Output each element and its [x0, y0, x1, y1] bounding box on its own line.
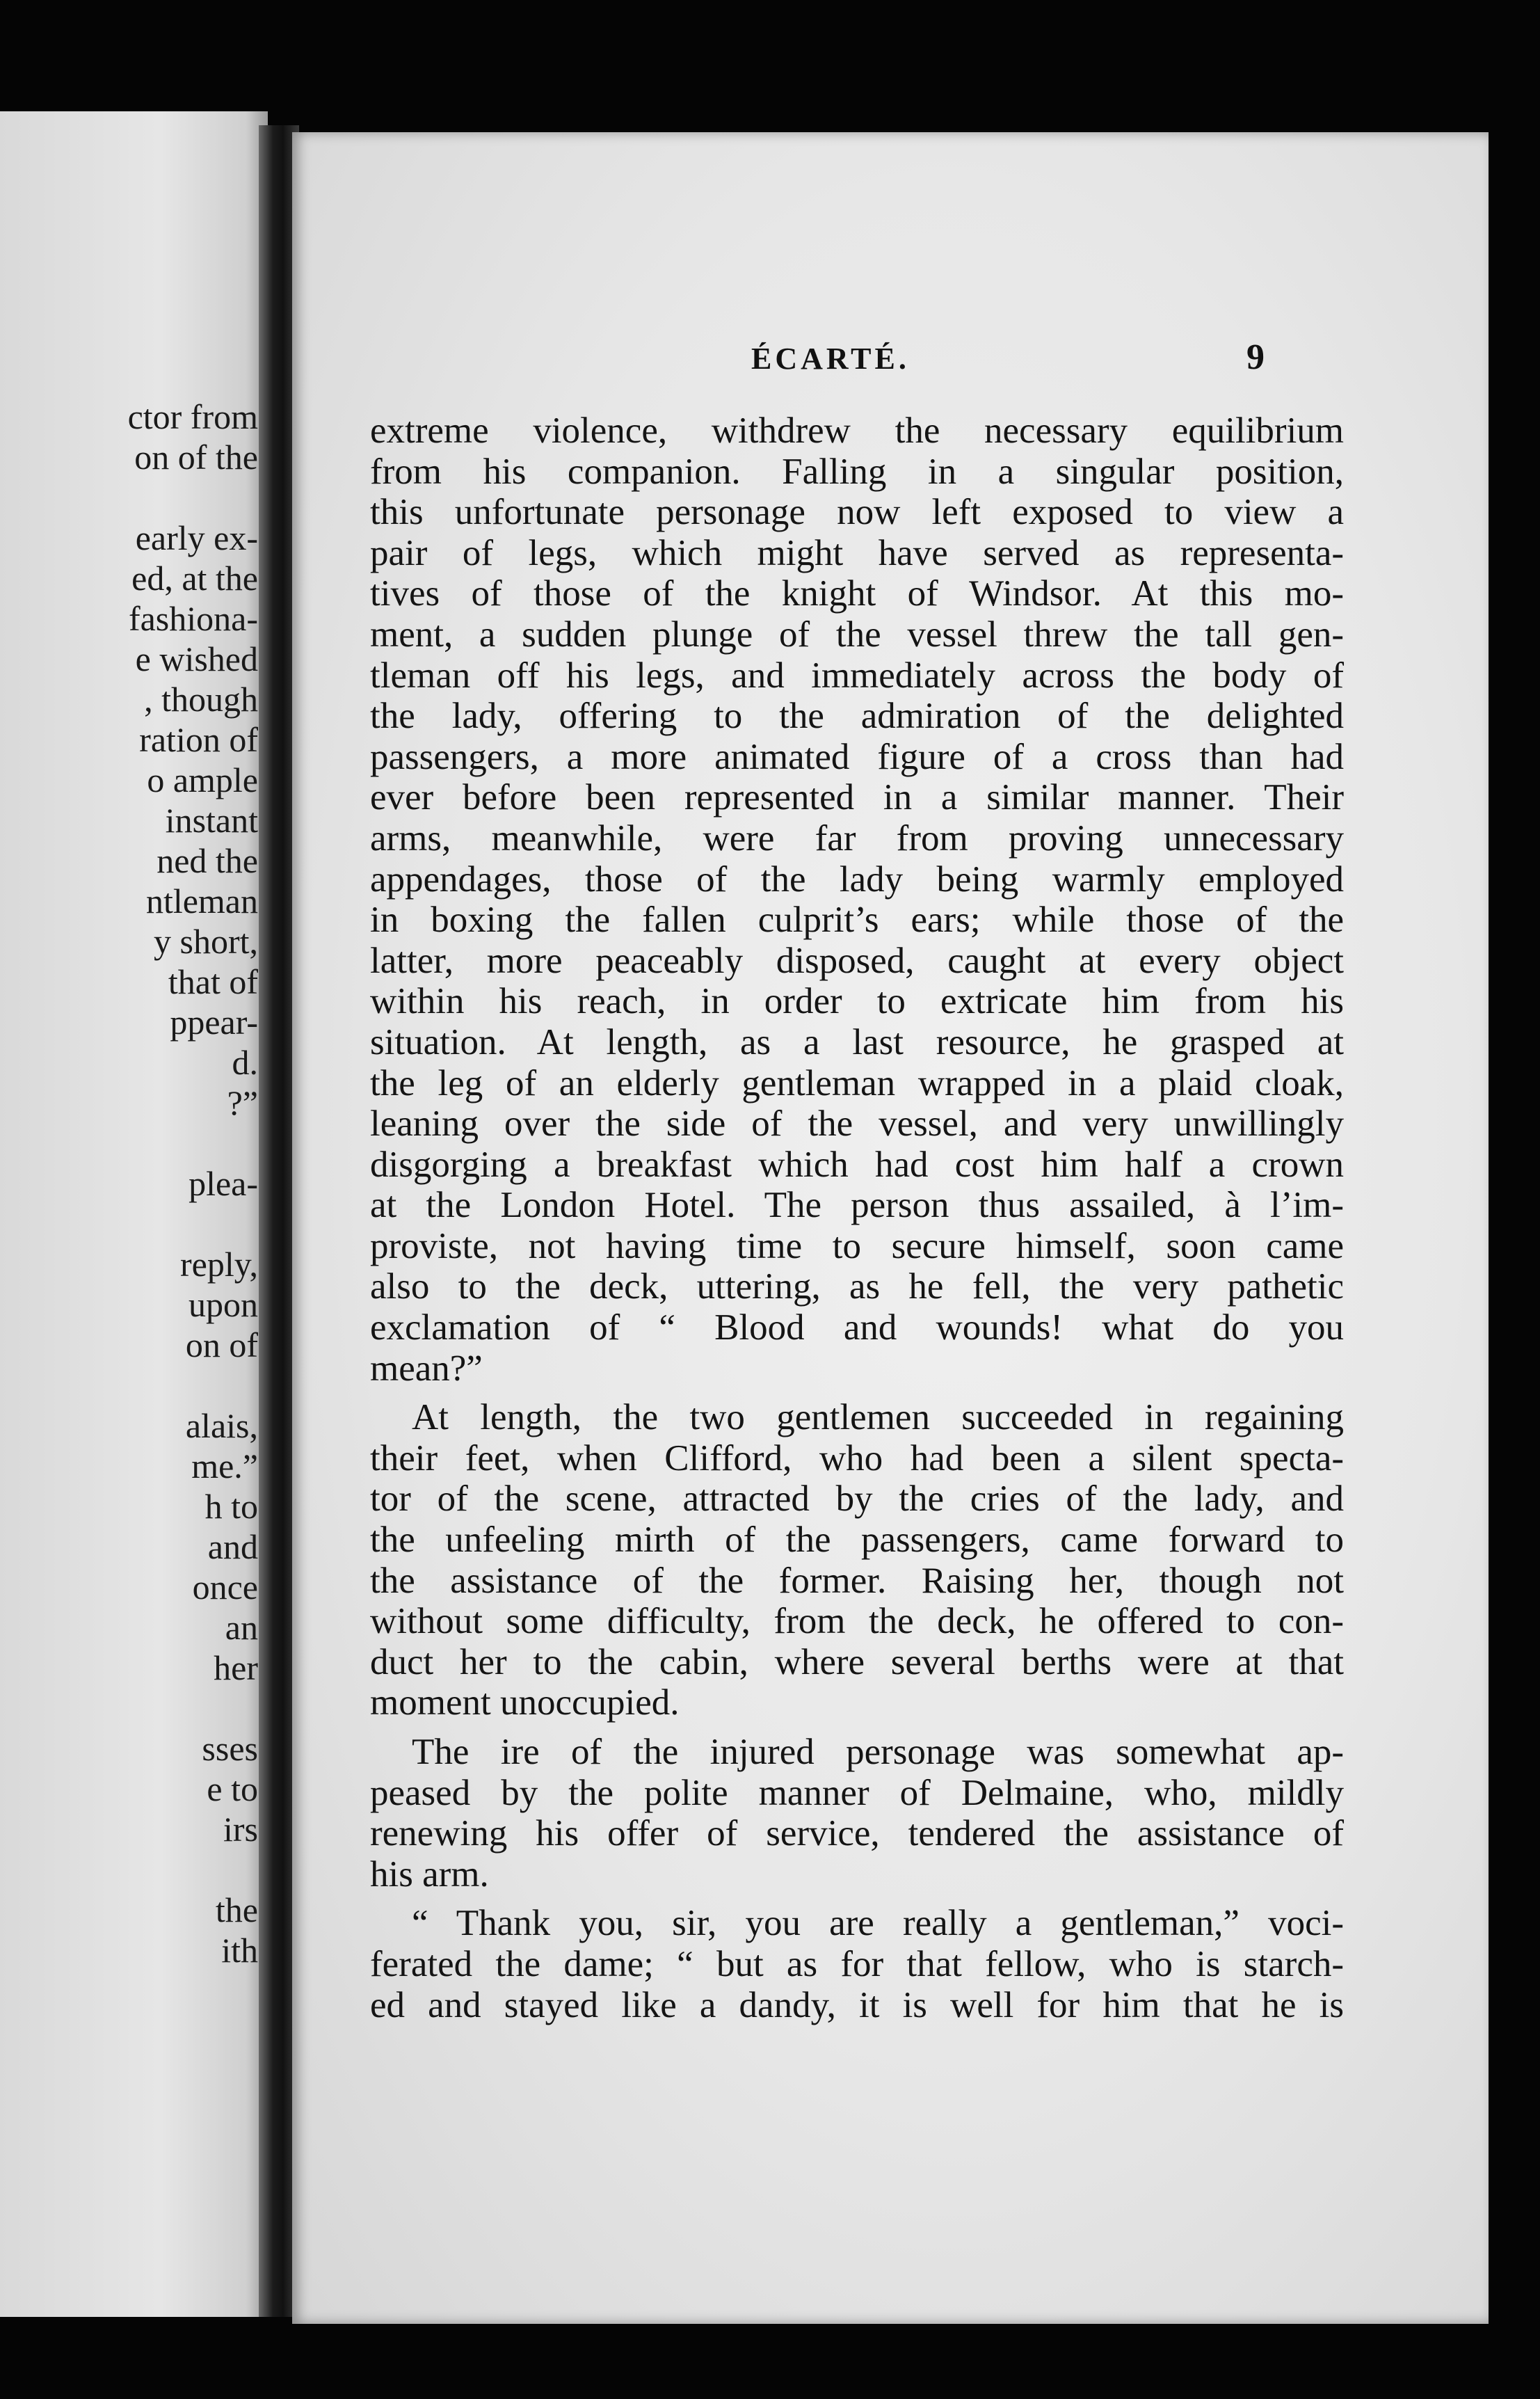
previous-page-line: instant — [165, 801, 258, 840]
text-line: without some difficulty, from the deck, he offered to con- — [370, 1601, 1344, 1642]
previous-page-line: ctor from — [127, 397, 258, 436]
text-line: within his reach, in order to extricate him from his — [370, 981, 1344, 1022]
previous-page-line: fashiona- — [128, 599, 258, 638]
previous-page-line: the — [215, 1890, 258, 1929]
text-line: leaning over the side of the vessel, and very unwillingly — [370, 1103, 1344, 1145]
text-line: latter, more peaceably disposed, caught at every object — [370, 940, 1344, 981]
text-line: tleman off his legs, and immediately across the body of — [370, 655, 1344, 696]
text-line: pair of legs, which might have served as representa- — [370, 532, 1344, 573]
paragraph-gap — [370, 1895, 1344, 1903]
text-line: At length, the two gentlemen succeeded in regaining — [412, 1397, 1344, 1438]
text-line: tives of those of the knight of Windsor. At this mo- — [370, 573, 1344, 614]
text-line: passengers, a more animated figure of a cross than had — [370, 736, 1344, 777]
previous-page-line: y short, — [154, 922, 258, 961]
text-line: ment, a sudden plunge of the vessel threw the tall gen- — [370, 614, 1344, 655]
text-line: proviste, not having time to secure himself, soon came — [370, 1225, 1344, 1266]
paragraph-gap — [370, 1389, 1344, 1397]
text-line: this unfortunate personage now left exposed to view a — [370, 492, 1344, 533]
text-line: from his companion. Falling in a singular position, — [370, 451, 1344, 492]
text-line: at the London Hotel. The person thus assailed, à l’im- — [370, 1185, 1344, 1226]
text-line: appendages, those of the lady being warmly employed — [370, 859, 1344, 900]
previous-page-line: an — [225, 1608, 258, 1647]
text-line: extreme violence, withdrew the necessary equilibrium — [370, 411, 1344, 451]
previous-page-line: , though — [144, 680, 258, 719]
text-line: the lady, offering to the admiration of the delighted — [370, 696, 1344, 737]
text-line: mean?” — [370, 1348, 483, 1389]
text-line: duct her to the cabin, where several berths were at that — [370, 1641, 1344, 1682]
previous-page-line: upon — [189, 1285, 258, 1324]
text-line: situation. At length, as a last resource, he grasped at — [370, 1021, 1344, 1062]
previous-page-line: ration of — [139, 720, 258, 759]
text-line: peased by the polite manner of Delmaine, who, mildly — [370, 1772, 1344, 1813]
previous-page-line: reply, — [180, 1245, 258, 1284]
previous-page-line: e wished — [135, 639, 258, 678]
text-line: the leg of an elderly gentleman wrapped in a plaid cloak, — [370, 1062, 1344, 1103]
text-line: the unfeeling mirth of the passengers, came forward to — [370, 1520, 1344, 1561]
previous-page-line: plea- — [189, 1164, 258, 1203]
text-line: disgorging a breakfast which had cost him half a crown — [370, 1144, 1344, 1185]
previous-page-line: on of the — [134, 438, 258, 477]
previous-page-line: alais, — [185, 1406, 258, 1445]
running-head — [292, 337, 1489, 383]
text-line: in boxing the fallen culprit’s ears; while those of the — [370, 900, 1344, 941]
current-page — [292, 132, 1489, 2324]
previous-page-line: irs — [223, 1810, 258, 1849]
previous-page-line: and — [207, 1527, 258, 1566]
page-number: 9 — [1246, 337, 1265, 377]
text-line: also to the deck, uttering, as he fell, the very pathetic — [370, 1266, 1344, 1307]
text-line: exclamation of “ Blood and wounds! what do you — [370, 1307, 1344, 1348]
previous-page-line: ed, at the — [131, 559, 258, 598]
previous-page-line: ith — [221, 1931, 258, 1970]
previous-page-line: ned the — [157, 841, 258, 880]
previous-page-line: e to — [207, 1769, 258, 1808]
previous-page-fragment — [0, 111, 268, 2317]
body-text — [370, 411, 1344, 2025]
text-line: The ire of the injured personage was somewhat ap- — [412, 1732, 1344, 1772]
paragraph-gap — [370, 1723, 1344, 1732]
text-line: ever before been represented in a similar manner. Their — [370, 777, 1344, 818]
previous-page-line: h to — [204, 1487, 258, 1526]
text-line: arms, meanwhile, were far from proving unnecessary — [370, 818, 1344, 859]
text-line: renewing his offer of service, tendered the assistance of — [370, 1813, 1344, 1854]
text-line: the assistance of the former. Raising her, though not — [370, 1560, 1344, 1601]
previous-page-line: o ample — [147, 760, 258, 799]
text-line: his arm. — [370, 1854, 489, 1895]
previous-page-line: sses — [202, 1729, 258, 1768]
previous-page-line: ?” — [227, 1083, 258, 1122]
previous-page-line: ntleman — [145, 882, 258, 920]
running-head-title: ÉCARTÉ. — [751, 342, 910, 376]
previous-page-line: that of — [168, 962, 258, 1001]
previous-page-line: ppear- — [170, 1003, 258, 1042]
previous-page-line: on of — [185, 1325, 258, 1364]
text-line: their feet, when Clifford, who had been a silent specta- — [370, 1437, 1344, 1479]
text-line: tor of the scene, attracted by the cries of the lady, and — [370, 1479, 1344, 1520]
previous-page-line: me.” — [191, 1446, 258, 1485]
previous-page-line: d. — [232, 1043, 258, 1082]
text-line: moment unoccupied. — [370, 1682, 680, 1723]
text-line: ferated the dame; “ but as for that fellow, who is starch- — [370, 1943, 1344, 1984]
previous-page-line: early ex- — [135, 518, 258, 557]
previous-page-line: once — [192, 1568, 258, 1607]
text-line: ed and stayed like a dandy, it is well for him that he is — [370, 1984, 1344, 2025]
text-line: “ Thank you, sir, you are really a gentleman,” voci- — [412, 1903, 1344, 1944]
previous-page-line: her — [214, 1648, 258, 1687]
